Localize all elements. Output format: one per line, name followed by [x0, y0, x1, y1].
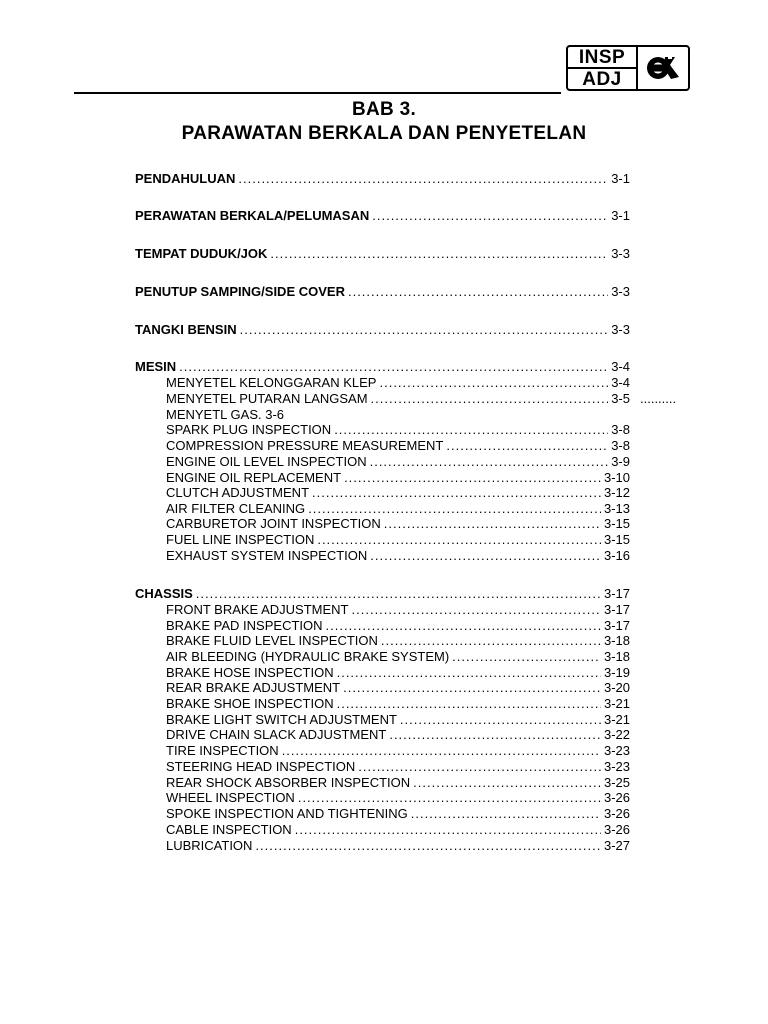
toc-label: PERAWATAN BERKALA/PELUMASAN: [135, 208, 370, 223]
toc-label: MENYETEL PUTARAN LANGSAM: [166, 391, 368, 406]
toc-label: TEMPAT DUDUK/JOK: [135, 246, 268, 261]
toc-label: MESIN: [135, 359, 177, 374]
toc-entry-row: [166, 806, 630, 822]
toc-label: CARBURETOR JOINT INSPECTION: [166, 516, 381, 531]
toc-entry-row: [166, 743, 630, 759]
toc-label: ENGINE OIL REPLACEMENT: [166, 470, 342, 485]
chapter-number: BAB 3.: [351, 99, 417, 120]
dot-leader: [337, 696, 601, 712]
toc-entry-row: [166, 790, 630, 806]
toc-page-number: 3-18: [603, 633, 630, 648]
toc-page-number: 3-21: [603, 712, 630, 727]
dot-leader: [370, 548, 601, 564]
toc-entry-row: [166, 649, 630, 665]
header-rule: [74, 92, 561, 94]
toc-page-number: 3-27: [603, 838, 630, 853]
toc-page-number: 3-17: [603, 618, 630, 633]
toc-page-number: 3-17: [603, 586, 630, 601]
toc-page-number: 3-3: [611, 246, 630, 261]
dot-leader: [240, 322, 609, 338]
toc-section-row: [135, 171, 630, 187]
toc-entry-row: [166, 548, 630, 564]
toc-label: PENDAHULUAN: [135, 171, 236, 186]
toc-label: REAR BRAKE ADJUSTMENT: [166, 680, 341, 695]
toc-page-number: 3-9: [611, 454, 630, 469]
toc-page-number: 3-26: [603, 790, 630, 805]
toc-entry-row: [166, 602, 630, 618]
dot-leader: [270, 246, 608, 262]
dot-leader: [400, 712, 601, 728]
toc-page-number: 3-15: [603, 516, 630, 531]
toc-entry-row: [166, 633, 630, 649]
toc-section-row: [135, 359, 630, 375]
toc-label: COMPRESSION PRESSURE MEASUREMENT: [166, 438, 444, 453]
wrench-tool-icon: [636, 47, 688, 89]
toc-label: BRAKE LIGHT SWITCH ADJUSTMENT: [166, 712, 397, 727]
dot-leader: [334, 422, 608, 438]
dot-leader: [372, 208, 608, 224]
toc-label: MENYETL GAS. 3-6: [166, 407, 284, 422]
toc-label: STEERING HEAD INSPECTION: [166, 759, 356, 774]
toc-page-number: 3-15: [603, 532, 630, 547]
dot-leader: [348, 284, 608, 300]
toc-page-number: 3-26: [603, 822, 630, 837]
toc-section-row: [135, 284, 630, 300]
toc-page-number: 3-20: [603, 680, 630, 695]
dot-leader: [238, 171, 608, 187]
dot-leader: [358, 759, 601, 775]
toc-page-number: 3-16: [603, 548, 630, 563]
toc-entry-row: [166, 727, 630, 743]
toc-page-number: 3-12: [603, 485, 630, 500]
dot-leader: [308, 501, 601, 517]
toc-page-number: 3-10: [603, 470, 630, 485]
dot-leader: [411, 806, 601, 822]
chapter-title: PARAWATAN BERKALA DAN PENYETELAN: [181, 123, 587, 144]
toc-page-number: 3-23: [603, 743, 630, 758]
toc-page-number: 3-22: [603, 727, 630, 742]
toc-entry-row: [166, 696, 630, 712]
toc-entry-row: [166, 759, 630, 775]
toc-label: WHEEL INSPECTION: [166, 790, 295, 805]
toc-entry-row: [166, 485, 630, 501]
toc-label: TIRE INSPECTION: [166, 743, 279, 758]
dot-leader: [312, 485, 601, 501]
toc-entry-row: [166, 712, 630, 728]
badge-line-insp: INSP: [568, 47, 636, 69]
toc-label: LUBRICATION: [166, 838, 253, 853]
dot-leader: [446, 438, 608, 454]
toc-page-number: 3-5: [611, 391, 630, 406]
toc-page-number: 3-19: [603, 665, 630, 680]
toc-entry-row: [166, 391, 630, 407]
dot-leader: [413, 775, 601, 791]
toc-label: DRIVE CHAIN SLACK ADJUSTMENT: [166, 727, 387, 742]
toc-entry-row: [166, 454, 630, 470]
toc-page-number: 3-8: [611, 438, 630, 453]
toc-entry-row: [166, 470, 630, 486]
toc-page-number: 3-23: [603, 759, 630, 774]
toc-label: BRAKE FLUID LEVEL INSPECTION: [166, 633, 378, 648]
toc-label: CABLE INSPECTION: [166, 822, 292, 837]
badge-line-adj: ADJ: [582, 68, 622, 90]
toc-label: CLUTCH ADJUSTMENT: [166, 485, 310, 500]
toc-entry-row: [166, 680, 630, 696]
toc-label: FUEL LINE INSPECTION: [166, 532, 315, 547]
badge-text: [568, 47, 636, 89]
toc-label: EXHAUST SYSTEM INSPECTION: [166, 548, 368, 563]
toc-label: AIR FILTER CLEANING: [166, 501, 306, 516]
toc-entry-row: [166, 665, 630, 681]
toc-page-number: 3-13: [603, 501, 630, 516]
toc-entry-row: [166, 838, 630, 854]
toc-label: PENUTUP SAMPING/SIDE COVER: [135, 284, 345, 299]
toc-entry-row: [166, 618, 630, 634]
toc-suffix-dots: ..........: [640, 391, 677, 406]
insp-adj-badge: [566, 45, 690, 91]
dot-leader: [452, 649, 601, 665]
toc-entry-row: [166, 516, 630, 532]
dot-leader: [389, 727, 601, 743]
toc-page-number: 3-26: [603, 806, 630, 821]
toc-label: SPARK PLUG INSPECTION: [166, 422, 332, 437]
dot-leader: [326, 618, 601, 634]
toc-page-number: 3-1: [611, 171, 630, 186]
toc-label: CHASSIS: [135, 586, 193, 601]
dot-leader: [337, 665, 601, 681]
dot-leader: [381, 633, 601, 649]
toc-page-number: 3-8: [611, 422, 630, 437]
dot-leader: [282, 743, 601, 759]
dot-leader: [371, 391, 609, 407]
dot-leader: [317, 532, 601, 548]
dot-leader: [370, 454, 609, 470]
dot-leader: [295, 822, 601, 838]
dot-leader: [352, 602, 601, 618]
toc-section-row: [135, 208, 630, 224]
dot-leader: [196, 586, 601, 602]
toc-entry-row: [166, 375, 630, 391]
toc-entry-row: [166, 532, 630, 548]
dot-leader: [179, 359, 608, 375]
toc-page-number: 3-21: [603, 696, 630, 711]
toc-page-number: 3-18: [603, 649, 630, 664]
toc-label: MENYETEL KELONGGARAN KLEP: [166, 375, 377, 390]
toc-label: FRONT BRAKE ADJUSTMENT: [166, 602, 349, 617]
toc-entry-row: [166, 438, 630, 454]
dot-leader: [255, 838, 601, 854]
toc-page-number: 3-4: [611, 359, 630, 374]
toc-section-row: [135, 322, 630, 338]
toc-page-number: 3-4: [611, 375, 630, 390]
toc-page-number: 3-1: [611, 208, 630, 223]
toc-entry-row: [166, 501, 630, 517]
toc-label: BRAKE PAD INSPECTION: [166, 618, 323, 633]
dot-leader: [343, 680, 601, 696]
dot-leader: [384, 516, 601, 532]
toc-page-number: 3-3: [611, 284, 630, 299]
toc-label: BRAKE SHOE INSPECTION: [166, 696, 334, 711]
toc-entry-row: [166, 422, 630, 438]
toc-page-number: 3-25: [603, 775, 630, 790]
toc-label: SPOKE INSPECTION AND TIGHTENING: [166, 806, 408, 821]
toc-label: BRAKE HOSE INSPECTION: [166, 665, 334, 680]
toc-page-number: 3-3: [611, 322, 630, 337]
toc-section-row: [135, 586, 630, 602]
toc-entry-row: [166, 407, 630, 423]
toc-label: TANGKI BENSIN: [135, 322, 237, 337]
toc-page-number: 3-17: [603, 602, 630, 617]
toc-label: ENGINE OIL LEVEL INSPECTION: [166, 454, 367, 469]
dot-leader: [344, 470, 601, 486]
toc-entry-row: [166, 822, 630, 838]
toc-label: REAR SHOCK ABSORBER INSPECTION: [166, 775, 411, 790]
dot-leader: [379, 375, 608, 391]
toc-label: AIR BLEEDING (HYDRAULIC BRAKE SYSTEM): [166, 649, 450, 664]
toc-entry-row: [166, 775, 630, 791]
dot-leader: [298, 790, 601, 806]
toc-section-row: [135, 246, 630, 262]
